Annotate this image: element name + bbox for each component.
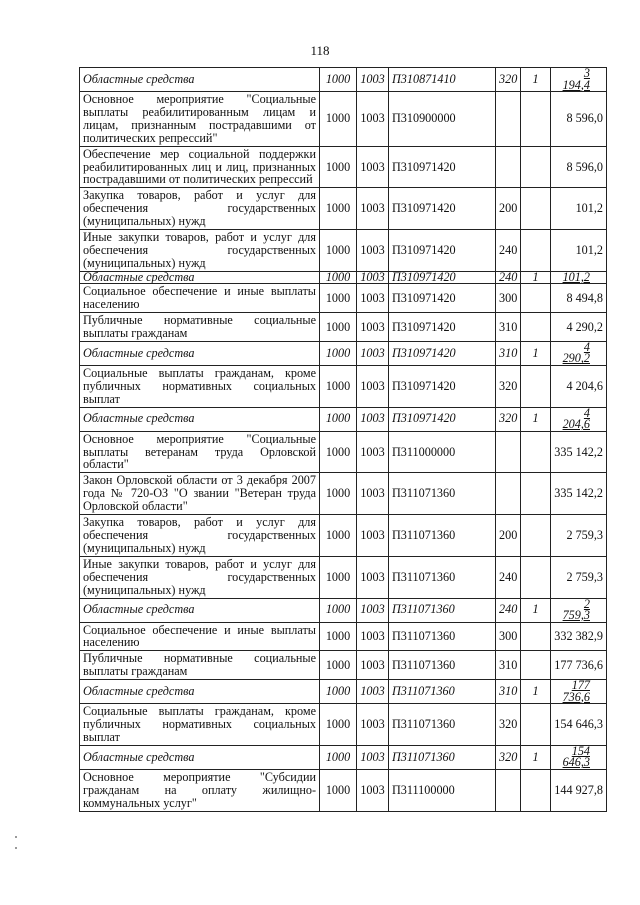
- amount: 101,2: [551, 188, 607, 230]
- amount: 101,2: [551, 230, 607, 272]
- section-code: 1000: [320, 188, 357, 230]
- amount: [551, 680, 607, 704]
- table-row: [80, 473, 607, 515]
- funding-subtotal-row: [80, 598, 607, 622]
- subsection-code: 1003: [357, 651, 389, 680]
- subsection-code: 1003: [357, 230, 389, 272]
- amount: [551, 271, 607, 284]
- funding-source: [521, 284, 551, 313]
- expense-type-code: [496, 473, 521, 515]
- funding-source: 1: [521, 680, 551, 704]
- amount: 8 596,0: [551, 146, 607, 188]
- funding-source: [521, 622, 551, 651]
- table-row: [80, 146, 607, 188]
- table-row: [80, 284, 607, 313]
- funding-source: 1: [521, 407, 551, 431]
- expense-type-code: 310: [496, 341, 521, 365]
- subsection-code: 1003: [357, 556, 389, 598]
- target-article-code: П311071360: [389, 515, 496, 557]
- amount: 335 142,2: [551, 473, 607, 515]
- target-article-code: П311071360: [389, 680, 496, 704]
- expense-name: Основное мероприятие "Социальные выплаты реабилитированным лицам и лицам, признанным пострадавшими от политических репрессий": [80, 92, 320, 147]
- scan-mark: [15, 836, 17, 838]
- table-row: [80, 230, 607, 272]
- amount: 335 142,2: [551, 431, 607, 473]
- section-code: 1000: [320, 745, 357, 769]
- amount: 4 290,2: [551, 313, 607, 342]
- target-article-code: П311071360: [389, 704, 496, 746]
- amount: 144 927,8: [551, 769, 607, 811]
- subsection-code: 1003: [357, 146, 389, 188]
- section-code: 1000: [320, 622, 357, 651]
- target-article-code: П310971420: [389, 284, 496, 313]
- expense-name: Публичные нормативные социальные выплаты гражданам: [80, 651, 320, 680]
- funding-source: [521, 431, 551, 473]
- expense-type-code: 300: [496, 284, 521, 313]
- subsection-code: 1003: [357, 431, 389, 473]
- funding-source: [521, 515, 551, 557]
- table-row: [80, 704, 607, 746]
- expense-type-code: 320: [496, 365, 521, 407]
- amount: [551, 68, 607, 92]
- amount: 8 494,8: [551, 284, 607, 313]
- expense-name: Областные средства: [80, 68, 320, 92]
- amount: 2 759,3: [551, 556, 607, 598]
- funding-source: [521, 230, 551, 272]
- target-article-code: П310900000: [389, 92, 496, 147]
- funding-source: [521, 188, 551, 230]
- funding-source: [521, 704, 551, 746]
- expense-name: Социальные выплаты гражданам, кроме публичных нормативных социальных выплат: [80, 704, 320, 746]
- funding-source: [521, 556, 551, 598]
- amount-value: 177 736,6: [562, 679, 590, 704]
- expense-type-code: 240: [496, 271, 521, 284]
- target-article-code: П310971420: [389, 230, 496, 272]
- section-code: 1000: [320, 515, 357, 557]
- expense-type-code: 320: [496, 407, 521, 431]
- target-article-code: П311071360: [389, 622, 496, 651]
- funding-source: 1: [521, 598, 551, 622]
- target-article-code: П311071360: [389, 556, 496, 598]
- expense-name: Закупка товаров, работ и услуг для обеспечения государственных (муниципальных) нужд: [80, 188, 320, 230]
- amount: 332 382,9: [551, 622, 607, 651]
- target-article-code: П310971420: [389, 188, 496, 230]
- amount: 8 596,0: [551, 92, 607, 147]
- amount-value: 101,2: [562, 271, 590, 284]
- expense-name: Областные средства: [80, 341, 320, 365]
- expense-type-code: [496, 431, 521, 473]
- funding-source: 1: [521, 271, 551, 284]
- section-code: 1000: [320, 68, 357, 92]
- funding-subtotal-row: [80, 271, 607, 284]
- section-code: 1000: [320, 598, 357, 622]
- funding-subtotal-row: [80, 407, 607, 431]
- scan-mark: [15, 847, 17, 849]
- target-article-code: П311100000: [389, 769, 496, 811]
- amount: 4 204,6: [551, 365, 607, 407]
- expense-name: Социальные выплаты гражданам, кроме публичных нормативных социальных выплат: [80, 365, 320, 407]
- subsection-code: 1003: [357, 622, 389, 651]
- target-article-code: П311071360: [389, 745, 496, 769]
- section-code: 1000: [320, 313, 357, 342]
- subsection-code: 1003: [357, 769, 389, 811]
- amount: [551, 341, 607, 365]
- section-code: 1000: [320, 769, 357, 811]
- amount-value: 2 759,3: [562, 598, 590, 622]
- subsection-code: 1003: [357, 341, 389, 365]
- expense-name: Основное мероприятие "Субсидии гражданам на оплату жилищно-коммунальных услуг": [80, 769, 320, 811]
- amount-value: 154 646,3: [562, 745, 590, 770]
- expense-name: Обеспечение мер социальной поддержки реабилитированных лиц и лиц, признанных пострадавшими от политических репрессий: [80, 146, 320, 188]
- expense-type-code: 310: [496, 313, 521, 342]
- funding-subtotal-row: [80, 745, 607, 769]
- expense-name: Публичные нормативные социальные выплаты гражданам: [80, 313, 320, 342]
- table-row: [80, 92, 607, 147]
- section-code: 1000: [320, 146, 357, 188]
- expense-name: Областные средства: [80, 271, 320, 284]
- section-code: 1000: [320, 365, 357, 407]
- funding-source: 1: [521, 745, 551, 769]
- expense-type-code: [496, 769, 521, 811]
- section-code: 1000: [320, 407, 357, 431]
- expense-name: Областные средства: [80, 680, 320, 704]
- funding-subtotal-row: [80, 68, 607, 92]
- section-code: 1000: [320, 431, 357, 473]
- funding-source: 1: [521, 341, 551, 365]
- subsection-code: 1003: [357, 598, 389, 622]
- table-row: [80, 515, 607, 557]
- amount: 154 646,3: [551, 704, 607, 746]
- table-row: [80, 365, 607, 407]
- subsection-code: 1003: [357, 365, 389, 407]
- target-article-code: П310971420: [389, 407, 496, 431]
- expense-type-code: 240: [496, 556, 521, 598]
- expense-type-code: 200: [496, 515, 521, 557]
- section-code: 1000: [320, 556, 357, 598]
- subsection-code: 1003: [357, 407, 389, 431]
- funding-source: [521, 313, 551, 342]
- amount: 2 759,3: [551, 515, 607, 557]
- funding-subtotal-row: [80, 680, 607, 704]
- section-code: 1000: [320, 271, 357, 284]
- expense-type-code: 200: [496, 188, 521, 230]
- target-article-code: П311000000: [389, 431, 496, 473]
- target-article-code: П311071360: [389, 598, 496, 622]
- section-code: 1000: [320, 473, 357, 515]
- expense-type-code: 240: [496, 598, 521, 622]
- target-article-code: П311071360: [389, 473, 496, 515]
- target-article-code: П310971420: [389, 341, 496, 365]
- subsection-code: 1003: [357, 313, 389, 342]
- table-row: [80, 651, 607, 680]
- page-number: 118: [310, 43, 330, 58]
- funding-source: [521, 146, 551, 188]
- amount: [551, 598, 607, 622]
- expense-type-code: 300: [496, 622, 521, 651]
- expense-name: Областные средства: [80, 745, 320, 769]
- expense-type-code: 320: [496, 704, 521, 746]
- expense-name: Основное мероприятие "Социальные выплаты ветеранам труда Орловской области": [80, 431, 320, 473]
- target-article-code: П310971420: [389, 146, 496, 188]
- amount: [551, 745, 607, 769]
- expense-name: Закон Орловской области от 3 декабря 2007 года № 720-ОЗ "О звании "Ветеран труда Орловской области": [80, 473, 320, 515]
- amount: 177 736,6: [551, 651, 607, 680]
- amount-value: 4 290,2: [562, 341, 590, 366]
- subsection-code: 1003: [357, 680, 389, 704]
- subsection-code: 1003: [357, 271, 389, 284]
- expense-type-code: 310: [496, 651, 521, 680]
- funding-source: [521, 92, 551, 147]
- expense-type-code: 240: [496, 230, 521, 272]
- subsection-code: 1003: [357, 284, 389, 313]
- expense-name: Социальное обеспечение и иные выплаты населению: [80, 622, 320, 651]
- subsection-code: 1003: [357, 745, 389, 769]
- target-article-code: П311071360: [389, 651, 496, 680]
- funding-subtotal-row: [80, 341, 607, 365]
- section-code: 1000: [320, 92, 357, 147]
- expense-name: Социальное обеспечение и иные выплаты населению: [80, 284, 320, 313]
- table-row: [80, 556, 607, 598]
- subsection-code: 1003: [357, 704, 389, 746]
- section-code: 1000: [320, 341, 357, 365]
- table-row: [80, 769, 607, 811]
- budget-table: [79, 67, 607, 812]
- section-code: 1000: [320, 651, 357, 680]
- section-code: 1000: [320, 230, 357, 272]
- funding-source: 1: [521, 68, 551, 92]
- funding-source: [521, 365, 551, 407]
- amount: [551, 407, 607, 431]
- table-row: [80, 188, 607, 230]
- amount-value: 4 204,6: [562, 407, 590, 432]
- expense-type-code: 320: [496, 745, 521, 769]
- expense-type-code: [496, 146, 521, 188]
- funding-source: [521, 473, 551, 515]
- subsection-code: 1003: [357, 515, 389, 557]
- target-article-code: П310871410: [389, 68, 496, 92]
- expense-name: Иные закупки товаров, работ и услуг для обеспечения государственных (муниципальных) нужд: [80, 556, 320, 598]
- expense-name: Иные закупки товаров, работ и услуг для обеспечения государственных (муниципальных) нужд: [80, 230, 320, 272]
- subsection-code: 1003: [357, 473, 389, 515]
- funding-source: [521, 651, 551, 680]
- expense-name: Областные средства: [80, 598, 320, 622]
- amount-value: 3 194,4: [562, 67, 590, 92]
- expense-name: Областные средства: [80, 407, 320, 431]
- expense-type-code: [496, 92, 521, 147]
- table-row: [80, 431, 607, 473]
- expense-type-code: 320: [496, 68, 521, 92]
- expense-type-code: 310: [496, 680, 521, 704]
- section-code: 1000: [320, 680, 357, 704]
- target-article-code: П310971420: [389, 271, 496, 284]
- section-code: 1000: [320, 704, 357, 746]
- expense-name: Закупка товаров, работ и услуг для обеспечения государственных (муниципальных) нужд: [80, 515, 320, 557]
- table-row: [80, 313, 607, 342]
- subsection-code: 1003: [357, 92, 389, 147]
- target-article-code: П310971420: [389, 365, 496, 407]
- table-row: [80, 622, 607, 651]
- subsection-code: 1003: [357, 68, 389, 92]
- budget-table-body: [80, 68, 607, 812]
- section-code: 1000: [320, 284, 357, 313]
- target-article-code: П310971420: [389, 313, 496, 342]
- funding-source: [521, 769, 551, 811]
- subsection-code: 1003: [357, 188, 389, 230]
